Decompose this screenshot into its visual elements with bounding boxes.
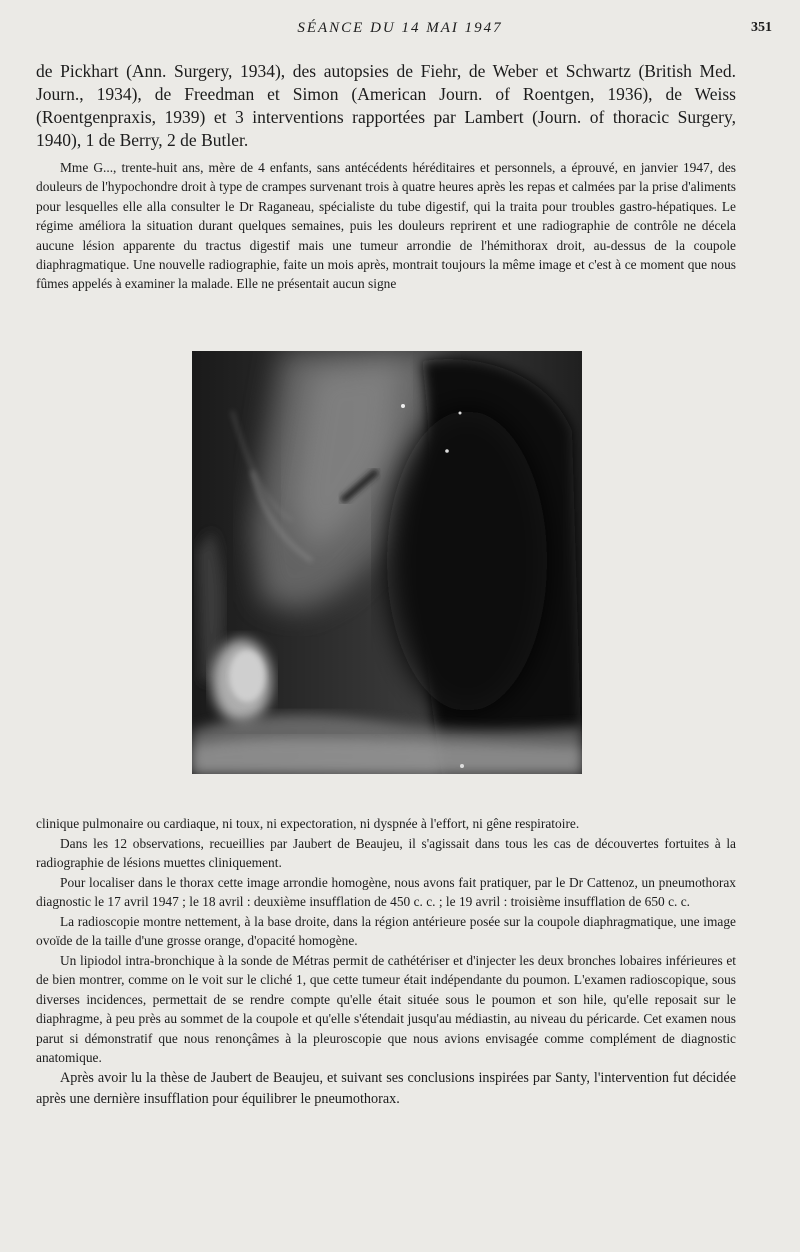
paragraph-pneumothorax: Pour localiser dans le thorax cette image arrondie homogène, nous avons fait pratiquer, par le Dr Cattenoz, un pneumothorax diagnostic le 17 avril 1947 ; le 18 avril : deuxième insufflation de 450 c. c. ; le 19 avril : troisième insufflation de 650 c. c. bbox=[36, 874, 736, 909]
radiograph-image bbox=[192, 351, 582, 774]
radiograph-figure bbox=[192, 351, 582, 774]
page-number: 351 bbox=[751, 20, 772, 35]
paragraph-clinical-signs: clinique pulmonaire ou cardiaque, ni toux, ni expectoration, ni dyspnée à l'effort, ni gêne respiratoire. bbox=[36, 816, 580, 831]
page-header bbox=[0, 18, 800, 44]
paragraph-intervention: Après avoir lu la thèse de Jaubert de Beaujeu, et suivant ses conclusions inspirées par Santy, l'intervention fut décidée après une dernière insufflation pour équilibrer le pneumothorax. bbox=[36, 1069, 736, 1107]
paragraph-radioscopy: La radioscopie montre nettement, à la base droite, dans la région antérieure posée sur la coupole diaphragmatique, une image ovoïde de la taille d'une grosse orange, d'opacité homogène. bbox=[36, 913, 736, 948]
case-paragraph: Mme G..., trente-huit ans, mère de 4 enfants, sans antécédents héréditaires et personnels, a éprouvé, en janvier 1947, des douleurs de l'hypochondre droit à type de crampes survenant trois à quatre heures après les repas et calmées par la prise d'aliments pour lesquelles elle alla consulter le Dr Raganeau, spécialiste du tube digestif, qui la traita pour troubles gastro-hépatiques. Le régime améliora la situation durant quelques semaines, puis les douleurs reprirent et une radiographie de contrôle ne décela aucune lésion apparente du tractus digestif mais une tumeur arrondie de l'hémithorax droit, au-dessus de la coupole diaphragmatique. Une nouvelle radiographie, faite un mois après, montrait toujours la même image et c'est à ce moment que nous fûmes appelés à examiner la malade. Elle ne présentait aucun signe bbox=[36, 160, 736, 292]
body-text-after-figure bbox=[36, 814, 736, 1110]
paragraph-lipiodol: Un lipiodol intra-bronchique à la sonde de Métras permit de cathétériser et d'injecter les deux bronches lobaires inférieures et de bien montrer, comme on le voit sur le cliché 1, que cette tumeur était indépendante du poumon. L'examen radioscopique, sous diverses incidences, permettait de se rendre compte qu'elle était située sous le poumon et son hile, qu'elle reposait sur le diaphragme, à peu près au sommet de la coupole et qu'elle s'étendait jusqu'au médiastin, au niveau du péricarde. Cet examen nous parut si démonstratif que nous renonçâmes à la pleuroscopie que nous avions envisagée comme complément de diagnostic anatomique. bbox=[36, 952, 736, 1065]
paragraph-observations: Dans les 12 observations, recueillies par Jaubert de Beaujeu, il s'agissait dans tous les cas de découvertes fortuites à la radiographie de lésions muettes cliniquement. bbox=[36, 835, 736, 870]
running-head: SÉANCE DU 14 MAI 1947 bbox=[297, 20, 503, 36]
intro-paragraph: de Pickhart (Ann. Surgery, 1934), des autopsies de Fiehr, de Weber et Schwartz (British Med. Journ., 1934), de Freedman et Simon (American Journ. of Roentgen, 1936), de Weiss (Roentgenpraxis, 1939) et 3 interventions rapportées par Lambert (Journ. of thoracic Surgery, 1940), 1 de Berry, 2 de Butler. bbox=[36, 61, 736, 150]
